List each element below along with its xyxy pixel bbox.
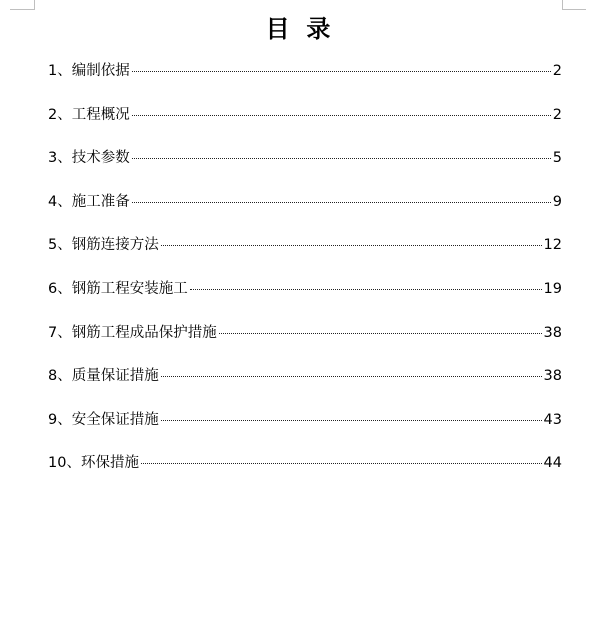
toc-entry[interactable] [48, 60, 562, 104]
toc-entry-label: 6、钢筋工程安装施工 [48, 280, 188, 297]
toc-dot-leader [141, 463, 542, 464]
toc-entry-label: 7、钢筋工程成品保护措施 [48, 324, 217, 341]
toc-entry[interactable] [48, 278, 562, 322]
toc-dot-leader [132, 158, 551, 159]
toc-entry[interactable] [48, 147, 562, 191]
toc-title: 目 录 [265, 14, 331, 43]
toc-dot-leader [161, 420, 542, 421]
table-of-contents [48, 60, 562, 496]
toc-entry[interactable] [48, 452, 562, 496]
toc-dot-leader [132, 71, 551, 72]
toc-dot-leader [132, 202, 551, 203]
toc-dot-leader [190, 289, 542, 290]
toc-entry-label: 9、安全保证措施 [48, 411, 159, 428]
toc-entry-page: 9 [552, 193, 562, 210]
toc-entry-page: 5 [552, 150, 562, 167]
toc-entry-label: 3、技术参数 [48, 150, 130, 167]
toc-entry[interactable] [48, 365, 562, 409]
toc-entry-page: 19 [543, 280, 562, 297]
toc-entry-page: 12 [543, 237, 562, 254]
toc-entry[interactable] [48, 409, 562, 453]
toc-entry-label: 5、钢筋连接方法 [48, 237, 159, 254]
crop-mark-top-right [562, 9, 586, 10]
toc-entry-label: 8、质量保证措施 [48, 368, 159, 385]
toc-entry-page: 43 [543, 411, 562, 428]
toc-entry[interactable] [48, 322, 562, 366]
toc-entry-label: 2、工程概况 [48, 106, 130, 123]
toc-entry-page: 2 [552, 106, 562, 123]
toc-entry-page: 38 [543, 368, 562, 385]
toc-entry-page: 44 [543, 455, 562, 472]
toc-entry-label: 1、编制依据 [48, 63, 130, 79]
toc-entry-label: 4、施工准备 [48, 193, 130, 210]
toc-dot-leader [132, 115, 551, 116]
toc-entry[interactable] [48, 191, 562, 235]
toc-dot-leader [161, 245, 542, 246]
toc-dot-leader [161, 376, 542, 377]
crop-mark-top-left [10, 9, 35, 10]
toc-entry[interactable] [48, 104, 562, 148]
crop-mark-top-right-vertical [562, 0, 563, 10]
crop-mark-top-left-vertical [34, 0, 35, 10]
toc-entry-page: 38 [543, 324, 562, 341]
toc-dot-leader [219, 333, 542, 334]
toc-entry-page: 2 [552, 63, 562, 79]
toc-entry-label: 10、环保措施 [48, 455, 139, 472]
toc-entry[interactable] [48, 234, 562, 278]
